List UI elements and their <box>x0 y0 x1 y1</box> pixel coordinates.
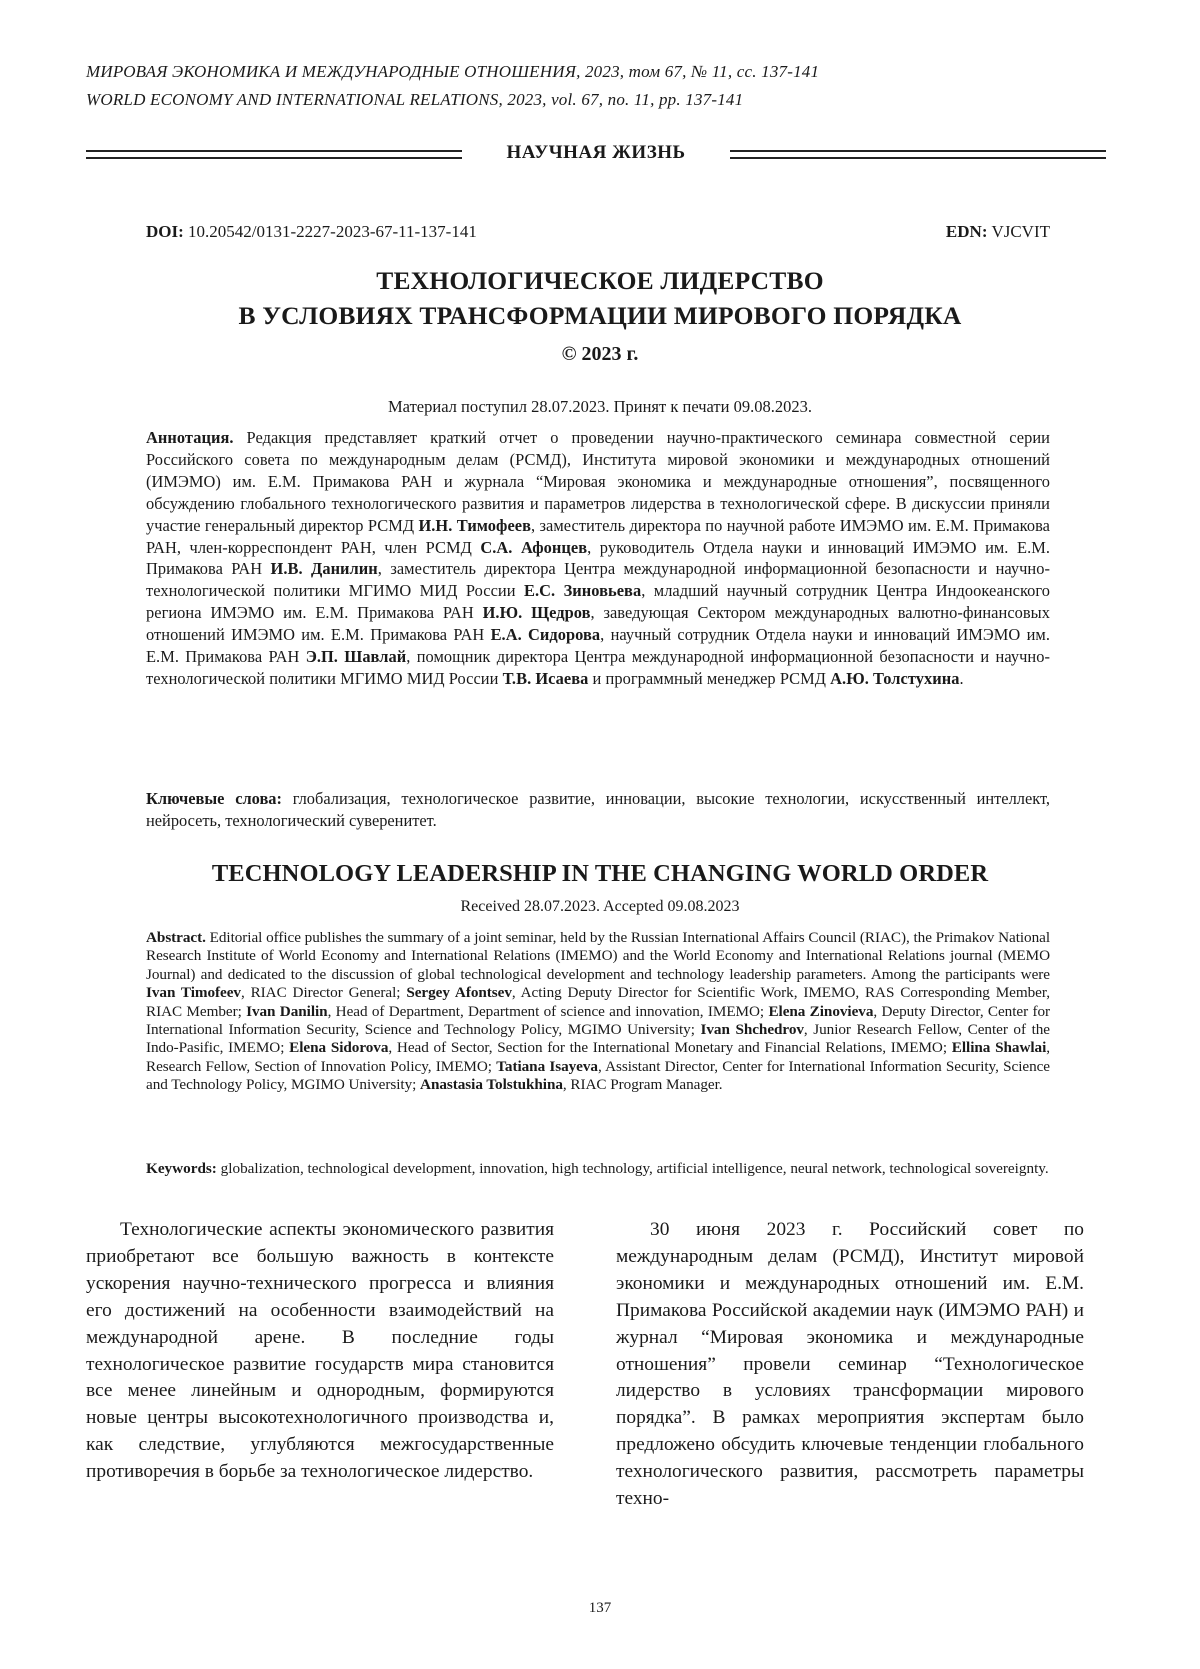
received-date-en: Received 28.07.2023. Accepted 09.08.2023 <box>460 898 740 915</box>
doi <box>146 222 477 242</box>
abstract-en-text: , Deputy Director, Center for International Information Security, Science and Technology Policy, MGIMO University; <box>146 1002 1051 1039</box>
title-ru-line-2: В УСЛОВИЯХ ТРАНСФОРМАЦИИ МИРОВОГО ПОРЯДКА <box>238 301 962 330</box>
running-header-en: WORLD ECONOMY AND INTERNATIONAL RELATIONS, 2023, vol. 67, no. 11, pp. 137-141 <box>86 90 744 109</box>
abstract-en-label: Abstract. <box>146 929 206 946</box>
abstract-en-text: , Head of Sector, Section for the International Monetary and Financial Relations, IMEMO; <box>388 1039 952 1057</box>
keywords-en-text: globalization, technological development, innovation, high technology, artificial intelligence, neural network, technological sovereignty. <box>216 1160 1049 1177</box>
author-name: С.А. Афонцев <box>480 537 588 557</box>
abstract-en-text: , Assistant Director, Center for International Information Security, Science and Technology Policy, MGIMO University; <box>146 1057 1050 1094</box>
edn-label: EDN: <box>945 222 988 241</box>
received-date-ru: Материал поступил 28.07.2023. Принят к печати 09.08.2023. <box>388 397 812 416</box>
author-name: И.Н. Тимофеев <box>418 515 531 535</box>
author-name: И.Ю. Щедров <box>482 603 591 623</box>
abstract-en-text: , Junior Research Fellow, Center of the Indo-Pasific, IMEMO; <box>146 1021 1050 1057</box>
author-name: Ivan Shchedrov <box>700 1021 804 1039</box>
abstract-ru-text: и программный менеджер РСМД <box>588 668 831 688</box>
author-name: А.Ю. Толстухина <box>830 668 960 688</box>
abstract-ru-label: Аннотация. <box>146 428 234 447</box>
body-column-left <box>86 1217 554 1486</box>
abstract-en <box>146 929 1050 1095</box>
author-name: Sergey Afontsev <box>406 984 512 1002</box>
abstract-en-text: Editorial office publishes the summary of a joint seminar, held by the Russian International Affairs Council (RIAC), the Primakov National Research Institute of World Economy and International Relations (IMEMO) and the World Economy and International Relations journal (MEMO Journal) and dedicated to the discussion of global technological development and technology leadership parameters. Among the participants were <box>146 929 1050 983</box>
title-ru-line-1: ТЕХНОЛОГИЧЕСКОЕ ЛИДЕРСТВО <box>376 266 824 295</box>
body-column-right <box>616 1217 1084 1513</box>
abstract-ru-text: , младший научный сотрудник Центра Индоокеанского региона ИМЭМО им. Е.М. Примакова РАН <box>146 581 1051 623</box>
keywords-ru <box>146 788 1050 832</box>
abstract-en-text: , RIAC Program Manager. <box>562 1076 723 1094</box>
keywords-ru-text: глобализация, технологическое развитие, инновации, высокие технологии, искусственный интеллект, нейросеть, технологический суверенитет. <box>146 789 1050 830</box>
body-paragraph: 30 июня 2023 г. Российский совет по международным делам (РСМД), Институт мировой экономики и международных отношений им. Е.М. Примакова Российской академии наук (ИМЭМО РАН) и журнал “Мировая экономика и международные отношения” провели семинар “Технологическое лидерство в условиях трансформации мирового порядка”. В рамках мероприятия экспертам было предложено обсудить ключевые тенденции глобального технологического развития, рассмотреть параметры техно- <box>616 1219 1084 1510</box>
keywords-en-label: Keywords: <box>146 1160 217 1177</box>
abstract-ru-text: , помощник директора Центра международной информационной безопасности и научно-технологической политики МГИМО МИД России <box>146 647 1050 688</box>
article-title-ru <box>86 263 1114 333</box>
abstract-ru-text: , заместитель директора по научной работе ИМЭМО им. Е.М. Примакова РАН, член-корреспондент РАН, член РСМД <box>146 515 1050 557</box>
section-label: НАУЧНАЯ ЖИЗНЬ <box>506 142 686 163</box>
keywords-ru-label: Ключевые слова: <box>146 789 282 808</box>
author-name: Ellina Shawlai <box>951 1039 1047 1057</box>
author-name: Anastasia Tolstukhina <box>420 1076 563 1094</box>
author-name: Т.В. Исаева <box>502 668 589 688</box>
abstract-ru-text: , научный сотрудник Отдела науки и инноваций ИМЭМО им. Е.М. Примакова РАН <box>146 625 1050 667</box>
author-name: Tatiana Isayeva <box>496 1057 598 1075</box>
abstract-en-text: , Acting Deputy Director for Scientific Work, IMEMO, RAS Corresponding Member, RIAC Member; <box>146 984 1050 1020</box>
page-number: 137 <box>588 1600 612 1616</box>
author-name: Elena Zinovieva <box>768 1002 874 1020</box>
author-name: Е.С. Зиновьева <box>523 581 642 601</box>
copyright: © 2023 г. <box>561 343 639 365</box>
keywords-en <box>146 1160 1050 1178</box>
edn <box>946 222 1050 242</box>
author-name: Ivan Timofeev <box>146 984 241 1002</box>
abstract-ru-text: , заведующая Сектором международных валютно-финансовых отношений ИМЭМО им. Е.М. Примакова РАН <box>146 603 1050 645</box>
abstract-ru-text: . <box>959 668 964 688</box>
doi-label: DOI: <box>146 222 184 241</box>
author-name: Э.П. Шавлай <box>305 647 407 667</box>
article-title-en: TECHNOLOGY LEADERSHIP IN THE CHANGING WORLD ORDER <box>211 860 989 887</box>
author-name: Е.А. Сидорова <box>490 625 601 645</box>
author-name: И.В. Данилин <box>270 559 378 579</box>
abstract-ru-text: , руководитель Отдела науки и инноваций ИМЭМО им. Е.М. Примакова РАН <box>146 537 1050 579</box>
author-name: Ivan Danilin <box>246 1002 328 1020</box>
abstract-ru-text: Редакция представляет краткий отчет о проведении научно-практического семинара совместной серии Российского совета по международным делам (РСМД), Института мировой экономики и международных отношений (ИМЭМО) им. Е.М. Примакова РАН и журнала “Мировая экономика и международные отношения”, посвященного обсуждению глобального технологического развития и параметров лидерства в технологической сфере. В дискуссии приняли участие генеральный директор РСМД <box>146 428 1050 535</box>
running-header-ru: МИРОВАЯ ЭКОНОМИКА И МЕЖДУНАРОДНЫЕ ОТНОШЕНИЯ, 2023, том 67, № 11, сс. 137-141 <box>86 62 820 81</box>
rule-right <box>730 150 1106 159</box>
abstract-ru <box>146 427 1050 690</box>
author-name: Elena Sidorova <box>289 1039 389 1057</box>
abstract-en-text: , Research Fellow, Section of Innovation Policy, IMEMO; <box>146 1039 1050 1075</box>
abstract-en-text: , RIAC Director General; <box>240 984 407 1002</box>
section-heading <box>86 142 1106 170</box>
abstract-en-text: , Head of Department, Department of science and innovation, IMEMO; <box>327 1002 769 1020</box>
doi-value: 10.20542/0131-2227-2023-67-11-137-141 <box>188 222 477 241</box>
body-paragraph: Технологические аспекты экономического развития приобретают все большую важность в контексте ускорения научно-технического прогресса и влияния его достижений на особенности взаимодействий на международной арене. В последние годы технологическое развитие государств мира становится все менее линейным и однородным, формируются новые центры высокотехнологичного производства и, как следствие, углубляются межгосударственные противоречия в борьбе за технологическое лидерство. <box>86 1219 554 1483</box>
edn-value: VJCVIT <box>991 222 1050 241</box>
abstract-ru-text: , заместитель директора Центра международной информационной безопасности и научно-технологической политики МГИМО МИД России <box>146 559 1050 601</box>
